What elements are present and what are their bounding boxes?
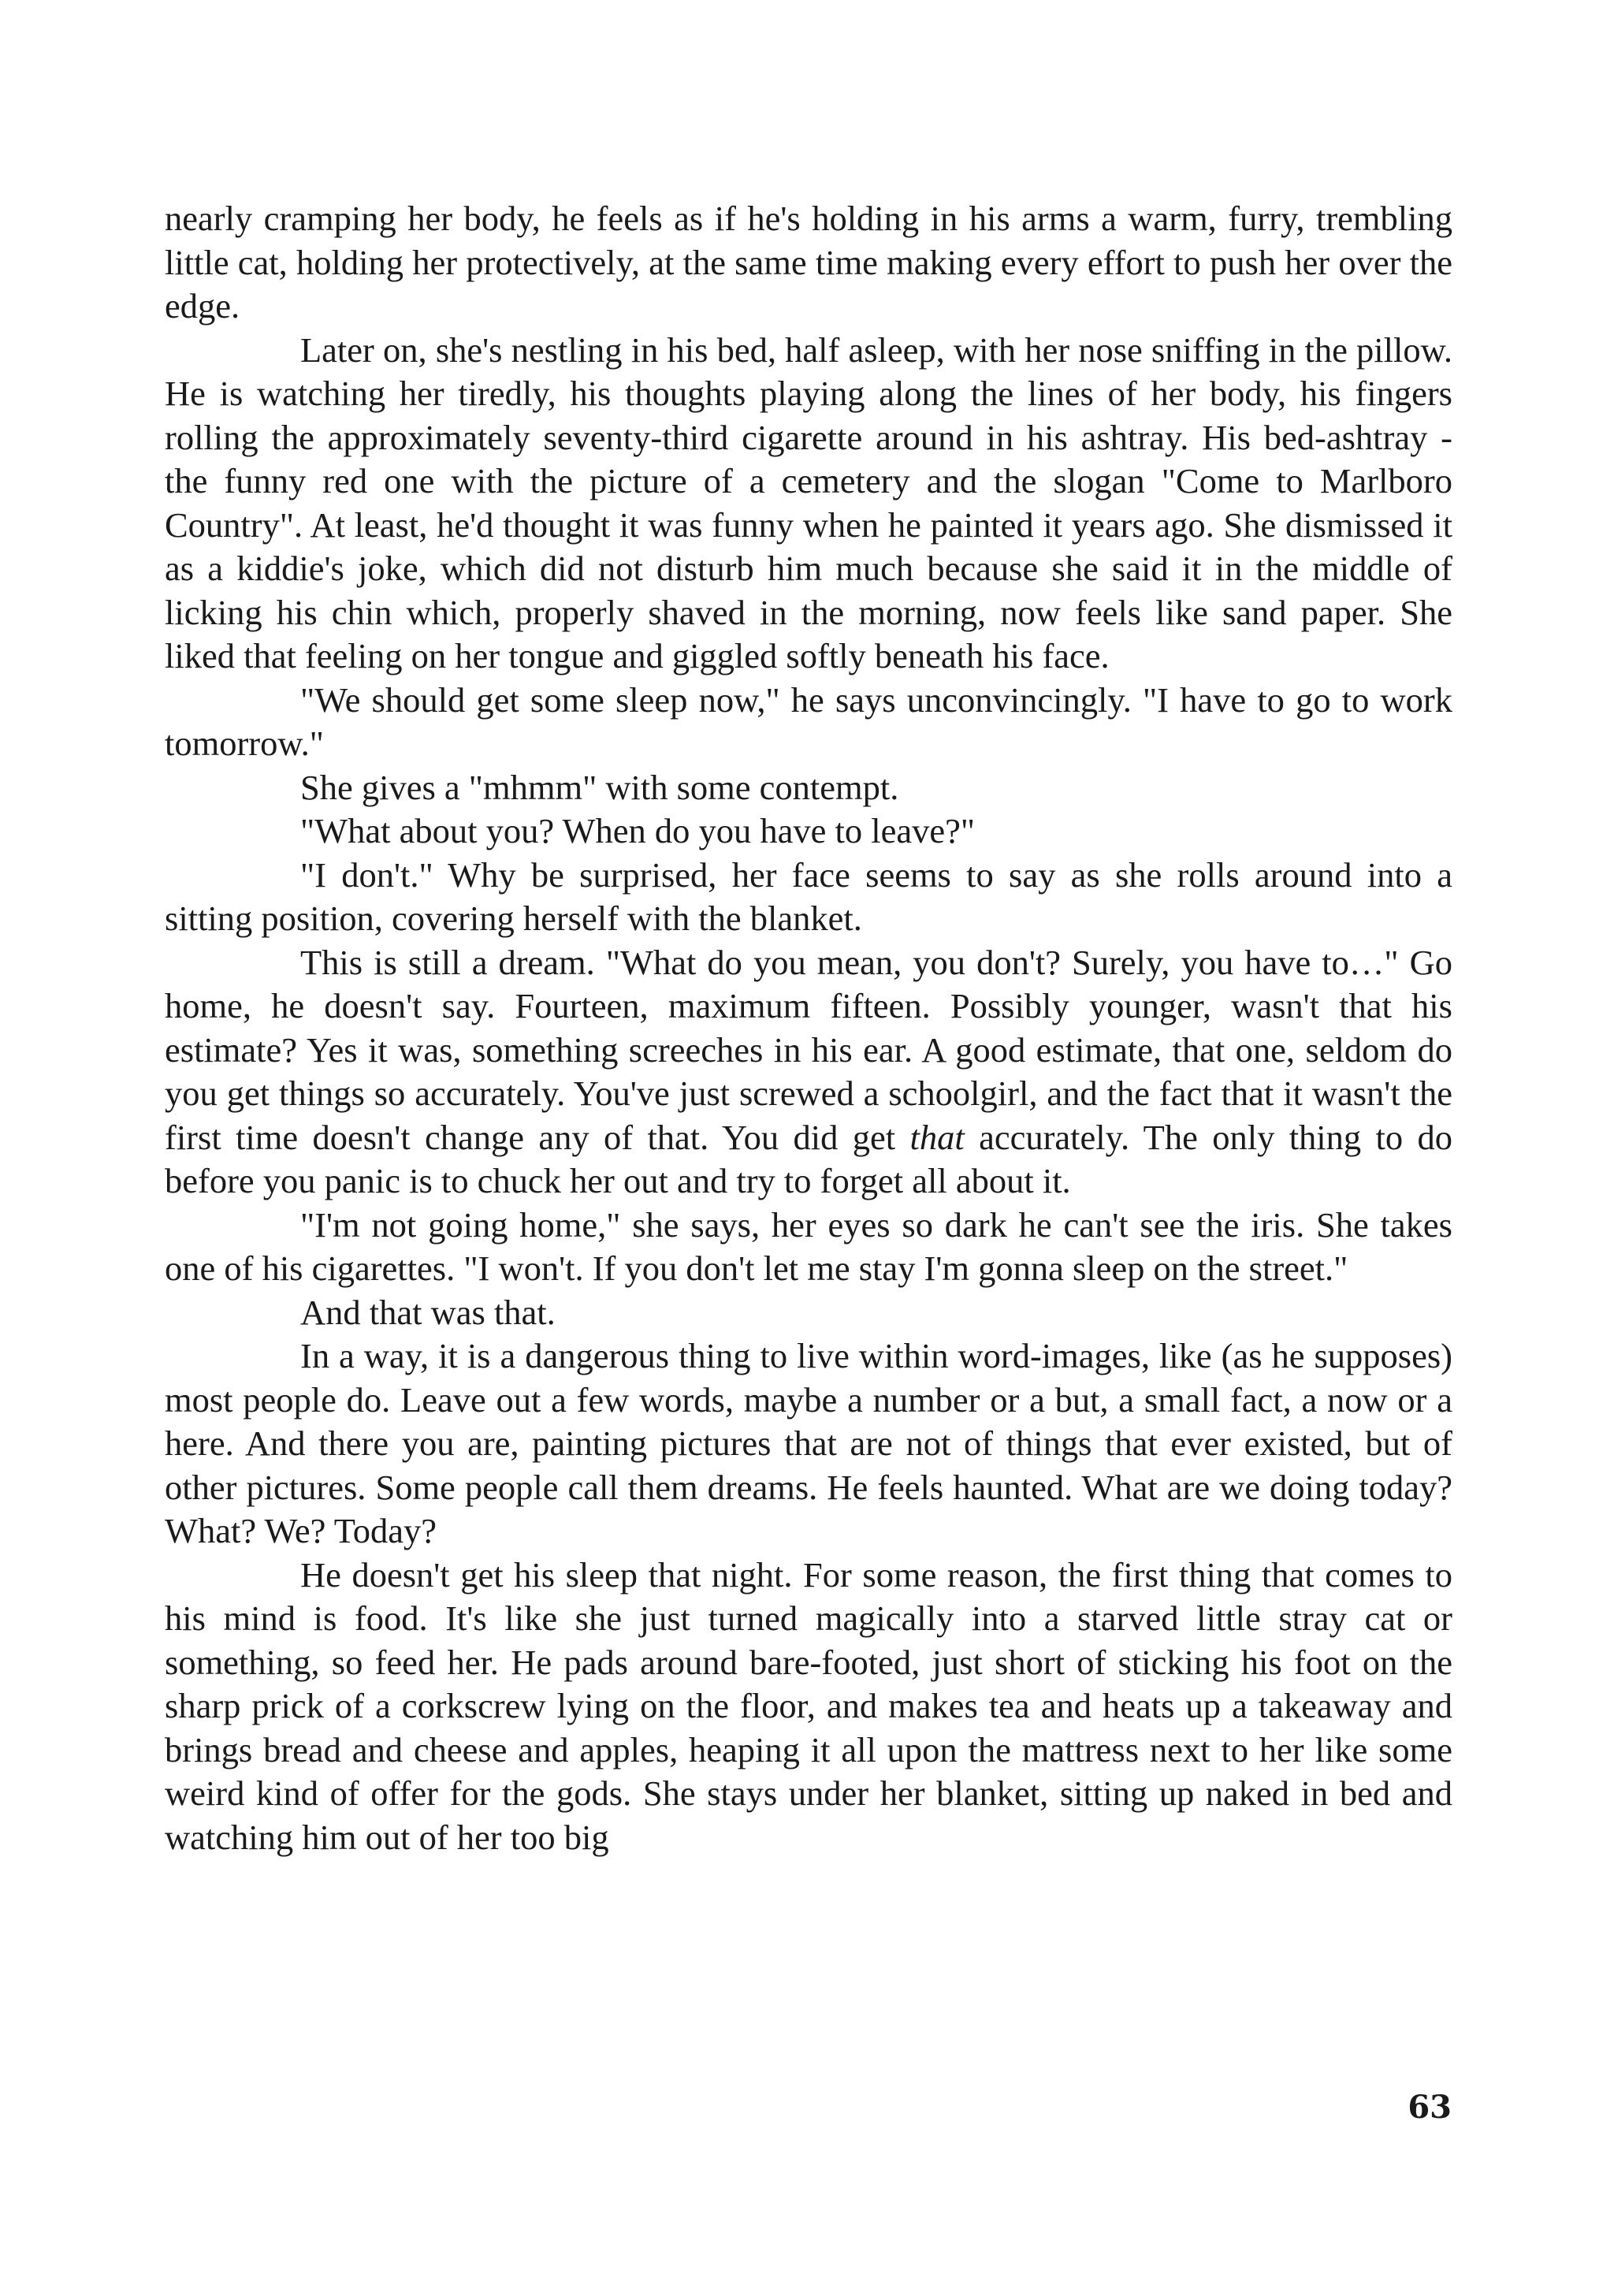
paragraph-1: nearly cramping her body, he feels as if he's holding in his arms a warm, furry, trembling little cat, holding her protectively, at the same time making every effort to push her over the edge. — [165, 199, 1452, 326]
italic-emphasis: that — [909, 1117, 965, 1157]
paragraph-3: "We should get some sleep now," he says unconvincingly. "I have to go to work tomorrow." — [165, 679, 1452, 763]
paragraph-9: And that was that. — [300, 1292, 556, 1332]
page-body — [165, 197, 1452, 1859]
paragraph-7: This is still a dream. "What do you mean, you don't? Surely, you have to…" Go home, he doesn't say. Fourteen, maximum fifteen. Possibly younger, wasn't that his estimate? Yes it was, something screeches in his ear. A good estimate, that one, seldom do you get things so accurately. You've just screwed a schoolgirl, and the fact that it wasn't the first time doesn't change any of that. You did get that accurately. The only thing to do before you panic is to chuck her out and try to forget all about it. — [165, 942, 1452, 1200]
paragraph-5: "What about you? When do you have to leave?" — [300, 811, 975, 850]
paragraph-4: She gives a "mhmm" with some contempt. — [300, 767, 899, 807]
paragraph-8: "I'm not going home," she says, her eyes so dark he can't see the iris. She takes one of his cigarettes. "I won't. If you don't let me stay I'm gonna sleep on the street." — [165, 1204, 1452, 1288]
paragraph-11: He doesn't get his sleep that night. For some reason, the first thing that comes to his mind is food. It's like she just turned magically into a starved little stray cat or something, so feed her. He pads around bare-footed, just short of sticking his foot on the sharp prick of a corkscrew lying on the floor, and makes tea and heats up a takeaway and brings bread and cheese and apples, heaping it all upon the mattress next to her like some weird kind of offer for the gods. She stays under her blanket, sitting up naked in bed and watching him out of her too big — [165, 1554, 1452, 1857]
paragraph-2: Later on, she's nestling in his bed, half asleep, with her nose sniffing in the pillow. He is watching her tiredly, his thoughts playing along the lines of her body, his fingers rolling the approximately seventy-third cigarette around in his ashtray. His bed-ashtray - the funny red one with the picture of a cemetery and the slogan "Come to Marlboro Country". At least, he'd thought it was funny when he painted it years ago. She dismissed it as a kiddie's joke, which did not disturb him much because she said it in the middle of licking his chin which, properly shaved in the morning, now feels like sand paper. She liked that feeling on her tongue and giggled softly beneath his face. — [165, 329, 1452, 675]
paragraph-6: "I don't." Why be surprised, her face seems to say as she rolls around into a sitting position, covering herself with the blanket. — [165, 854, 1452, 938]
page-number: 63 — [1408, 2089, 1452, 2126]
paragraph-10: In a way, it is a dangerous thing to live within word-images, like (as he supposes) most people do. Leave out a few words, maybe a number or a but, a small fact, a now or a here. And there you are, painting pictures that are not of things that ever existed, but of other pictures. Some people call them dreams. He feels haunted. What are we doing today? What? We? Today? — [165, 1336, 1452, 1550]
